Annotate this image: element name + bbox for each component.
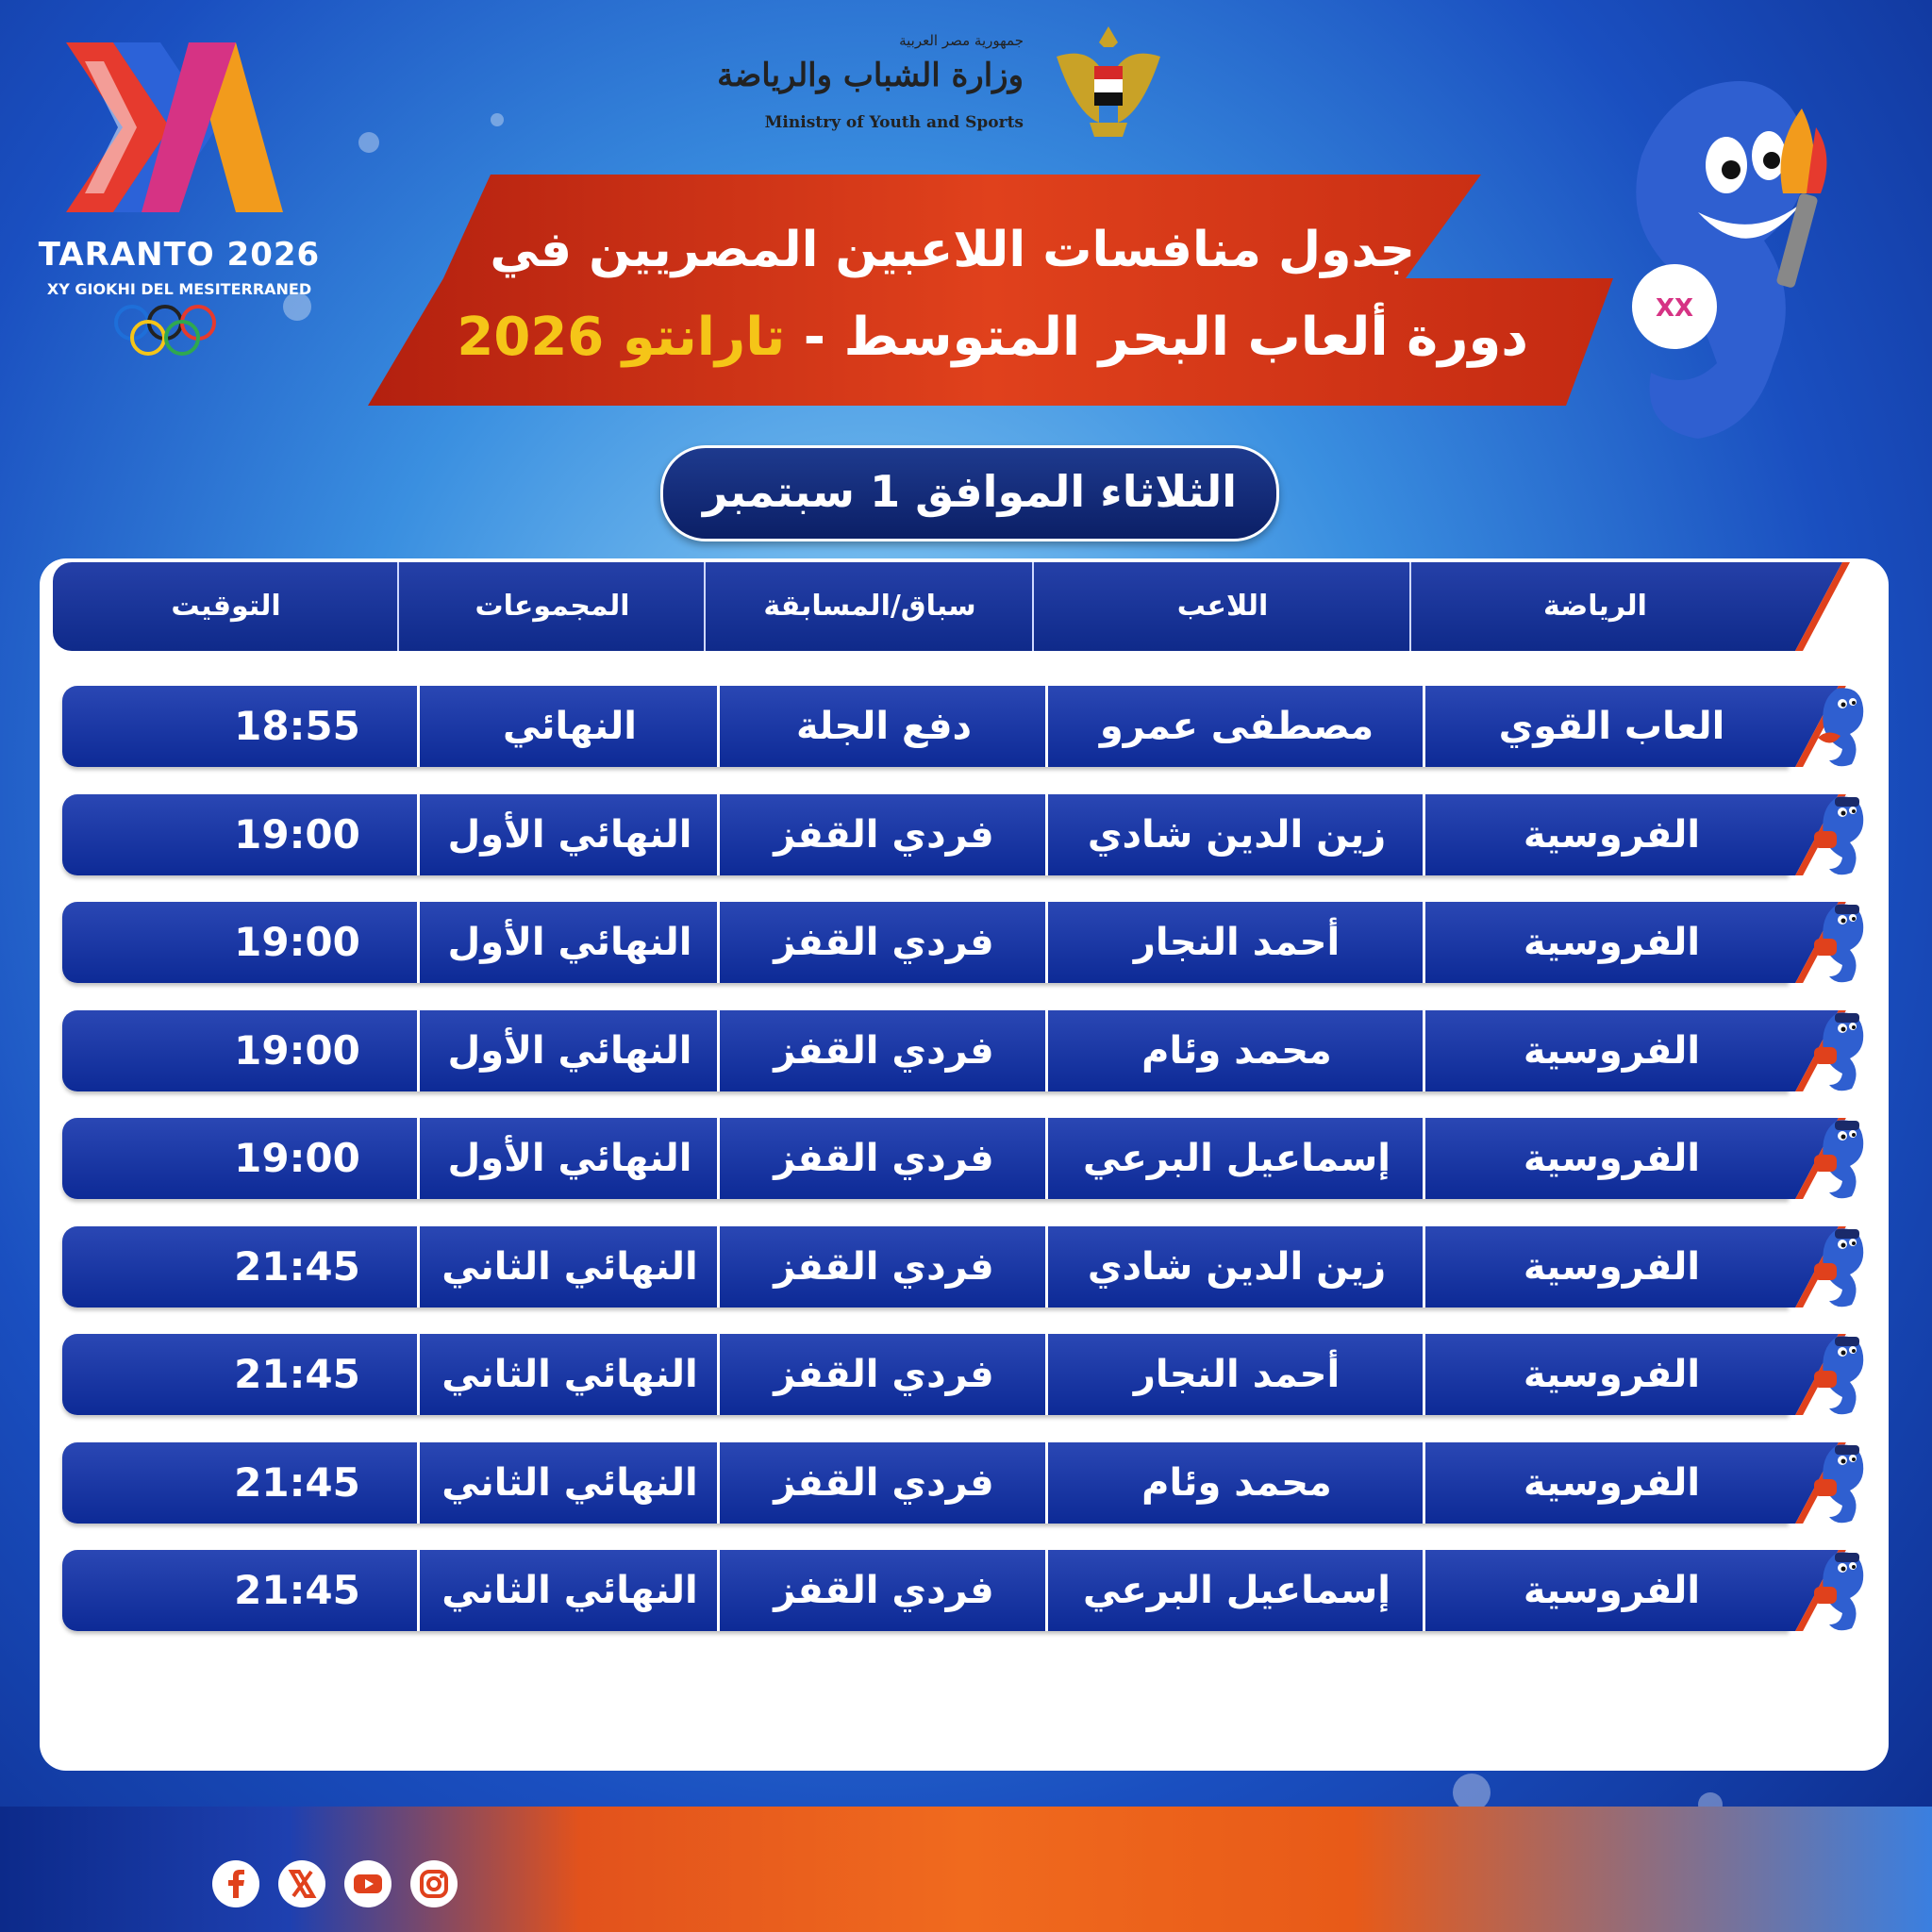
row-time: 21:45 [234,1458,360,1506]
row-group: النهائي [417,686,720,767]
header-event: سباق/المسابقة [704,562,1034,651]
facebook-icon[interactable] [212,1860,259,1907]
table-row [62,1334,1789,1415]
row-group: النهائي الأول [417,794,720,875]
equestrian-mascot-icon [1808,1329,1874,1420]
water-drop [1453,1774,1491,1811]
title-line-2-highlight: تارانتو 2026 [457,307,786,368]
table-row [62,1442,1789,1524]
row-sport: الفروسية [1423,794,1798,875]
equestrian-mascot-icon [1808,1545,1874,1636]
athletics-mascot-icon [1808,681,1874,772]
row-time: 21:45 [234,1567,360,1613]
instagram-icon[interactable] [410,1860,458,1907]
row-player: زين الدين شادي [1045,1226,1425,1307]
row-sport: العاب القوي [1423,686,1798,767]
row-sport: الفروسية [1423,1010,1798,1091]
table-row [62,902,1789,983]
water-drop [358,132,379,153]
table-row [62,1226,1789,1307]
ministry-arabic-name: وزارة الشباب والرياضة [717,57,1024,94]
row-player: أحمد النجار [1045,902,1425,983]
title-banner [368,175,1613,406]
title-line-1: جدول منافسات اللاعبين المصريين في [490,222,1415,278]
row-event: فردي القفز [717,1442,1048,1524]
row-group: النهائي الثاني [417,1334,720,1415]
water-drop [491,113,504,126]
logo-city-text: TARANTO 2026 [38,236,321,274]
table-row [62,1550,1789,1631]
x-icon[interactable] [278,1860,325,1907]
row-sport: الفروسية [1423,1550,1798,1631]
row-time: 19:00 [234,919,360,965]
equestrian-mascot-icon [1808,1006,1874,1096]
row-time: 18:55 [234,703,360,749]
row-time: 19:00 [234,810,360,858]
row-player: أحمد النجار [1045,1334,1425,1415]
row-time: 19:00 [234,1135,360,1181]
youtube-icon[interactable] [344,1860,391,1907]
xx-logo-icon [47,33,292,222]
eagle-emblem-icon [1047,19,1170,151]
olympic-rings-icon [108,302,259,358]
row-sport: الفروسية [1423,1442,1798,1524]
table-header-row [53,562,1779,651]
row-event: فردي القفز [717,1334,1048,1415]
equestrian-mascot-icon [1808,897,1874,988]
row-event: فردي القفز [717,794,1048,875]
row-player: زين الدين شادي [1045,794,1425,875]
equestrian-mascot-icon [1808,1438,1874,1528]
ministry-english-name: Ministry of Youth and Sports [764,113,1024,132]
header-sport: الرياضة [1409,562,1779,651]
title-banner-shape [368,175,1613,406]
equestrian-mascot-icon [1808,1113,1874,1204]
equestrian-mascot-icon [1808,1222,1874,1312]
header-time: التوقيت [171,590,281,623]
schedule-table [40,558,1889,1771]
row-event: فردي القفز [717,1010,1048,1091]
row-player: محمد وئام [1045,1010,1425,1091]
logo-subtitle-text: XY GIOKHI DEL MESITERRANED [46,280,312,298]
row-sport: الفروسية [1423,1118,1798,1199]
row-event: فردي القفز [717,1226,1048,1307]
table-row [62,1010,1789,1091]
row-time: 21:45 [234,1351,360,1397]
header-group: المجموعات [397,562,706,651]
row-player: محمد وئام [1045,1442,1425,1524]
svg-text:XX: XX [1655,294,1694,323]
row-player: مصطفى عمرو [1045,686,1425,767]
row-time: 21:45 [234,1242,360,1290]
row-event: فردي القفز [717,1118,1048,1199]
taranto-2026-logo [38,33,321,335]
row-event: دفع الجلة [717,686,1048,767]
row-group: النهائي الثاني [417,1550,720,1631]
ministry-country-text: جمهورية مصر العربية [899,32,1024,49]
row-time: 19:00 [234,1026,360,1074]
row-group: النهائي الأول [417,1118,720,1199]
row-sport: الفروسية [1423,1226,1798,1307]
date-label: الثلاثاء الموافق 1 سبتمبر [660,445,1279,541]
row-group: النهائي الأول [417,902,720,983]
row-group: النهائي الثاني [417,1442,720,1524]
row-group: النهائي الثاني [417,1226,720,1307]
row-sport: الفروسية [1423,902,1798,983]
row-group: النهائي الأول [417,1010,720,1091]
row-event: فردي القفز [717,1550,1048,1631]
dolphin-mascot-icon [1585,52,1858,458]
equestrian-mascot-icon [1808,790,1874,880]
table-row [62,1118,1789,1199]
header-player: اللاعب [1032,562,1411,651]
title-line-2 [457,307,1528,368]
row-event: فردي القفز [717,902,1048,983]
row-player: إسماعيل البرعي [1045,1118,1425,1199]
table-row [62,686,1789,767]
table-row [62,794,1789,875]
row-player: إسماعيل البرعي [1045,1550,1425,1631]
row-sport: الفروسية [1423,1334,1798,1415]
title-line-2-main: دورة ألعاب البحر المتوسط - [785,307,1528,368]
ministry-logo [717,19,1170,151]
